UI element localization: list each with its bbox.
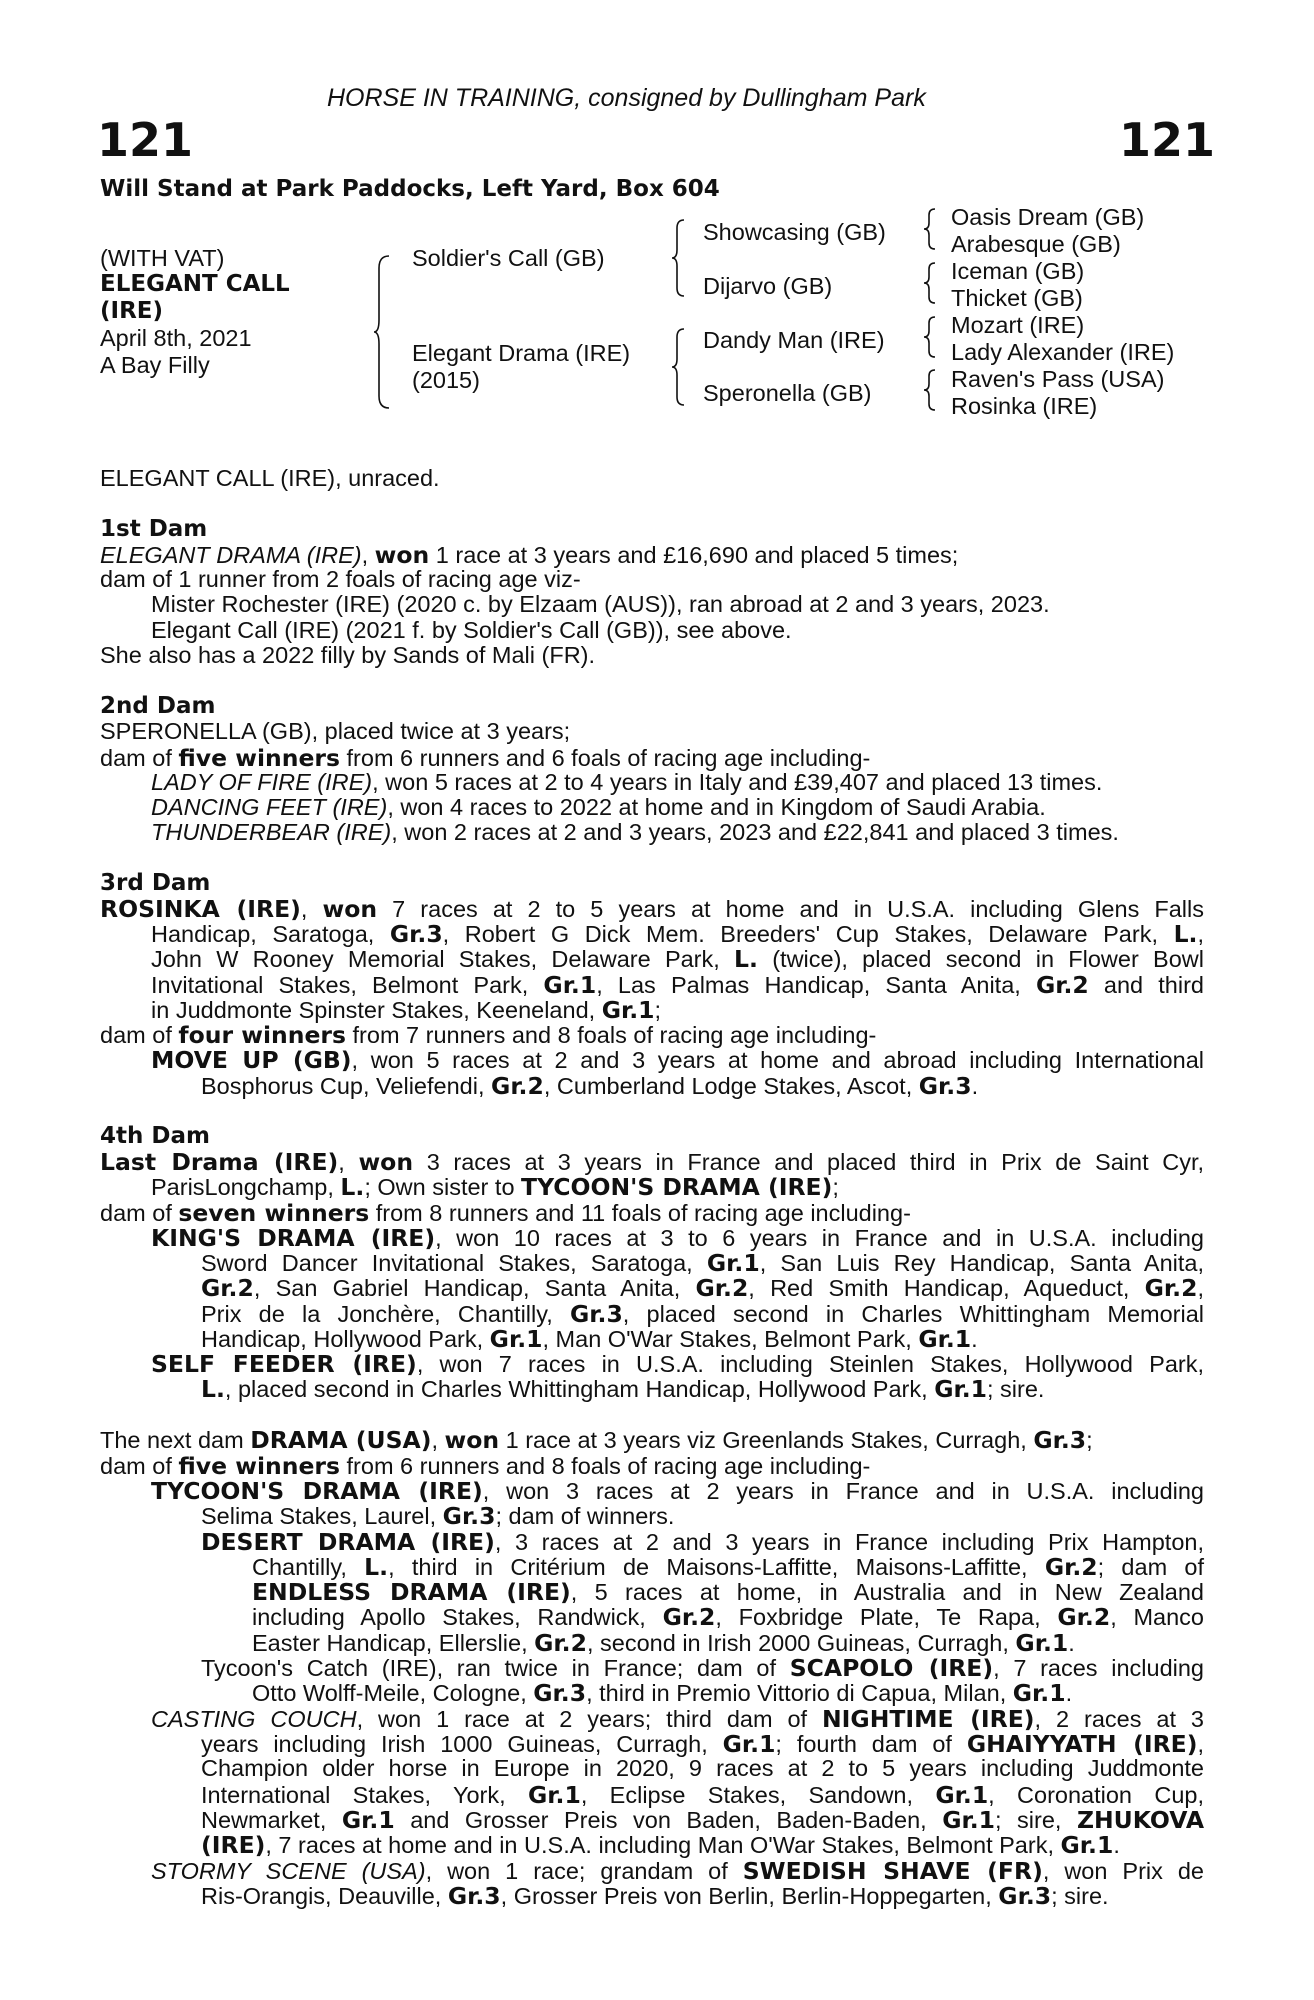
grade: Gr.3 [1033,1426,1087,1454]
fourth-dam-line-10 [201,1375,1044,1403]
first-dam-runner-2: Elegant Call (IRE) (2021 f. by Soldier's Call (GB)), see above. [151,617,792,643]
horse-name: ZHUKOVA [1076,1806,1205,1834]
first-dam-runner-1: Mister Rochester (IRE) (2020 c. by Elzaam (AUS)), ran abroad at 2 and 3 years, 2023. [151,591,1050,617]
first-dam-won: won [374,541,430,569]
pedigree-g3-4: Thicket (GB) [951,285,1083,311]
grade: Gr.1 [918,1325,972,1353]
second-dam-runner-1 [151,769,1102,796]
winners-count: four winners [178,1021,346,1049]
fourth-dam-line-4 [151,1224,1204,1252]
listed: L. [734,945,758,973]
runner-record: , won 5 races at 2 to 4 years in Italy and £39,407 and placed 13 times. [372,769,1103,795]
text: , San Gabriel Handicap, Santa Anita, [253,1275,696,1301]
record-text: , won 7 races in U.S.A. including Steinlen Stakes, Hollywood Park, [416,1351,1205,1377]
pedigree-g3-8: Rosinka (IRE) [951,393,1098,419]
horse-name-country: (IRE) [100,298,164,324]
next-dam-line-5 [201,1528,1204,1556]
horse-name: ENDLESS DRAMA (IRE) [252,1578,571,1606]
horse-name: SELF FEEDER (IRE) [151,1350,417,1378]
horse-name: (IRE) [201,1831,266,1859]
won-label: won [358,1148,414,1176]
won-label: won [444,1426,500,1454]
fourth-dam-line-3 [100,1199,911,1227]
text: , second in Irish 2000 Guineas, Curragh, [586,1630,1016,1656]
third-dam-line-8 [201,1072,978,1100]
text: dam of [100,1453,179,1479]
sep: , [431,1427,445,1453]
text: ; [832,1174,839,1200]
text: , Foxbridge Plate, Te Rapa, [715,1604,1058,1630]
text: (twice), placed second in Flower Bowl [757,946,1204,972]
pedigree-g3-6: Lady Alexander (IRE) [951,339,1175,365]
next-dam-line-16 [201,1806,1204,1834]
text: ParisLongchamp, [151,1174,341,1200]
grade: Gr.1 [1015,1629,1069,1657]
fourth-dam-line-9 [151,1350,1204,1378]
text: including Apollo Stakes, Randwick, [252,1604,663,1630]
text: , Eclipse Stakes, Sandown, [580,1782,936,1808]
text: Selima Stakes, Laurel, [201,1503,443,1529]
text: and Grosser Preis von Baden, Baden-Baden, [394,1807,943,1833]
pedigree-g3-3: Iceman (GB) [951,258,1085,284]
runner-record: , won 4 races to 2022 at home and in Kingdom of Saudi Arabia. [387,794,1046,820]
text: Ris-Orangis, Deauville, [201,1883,448,1909]
first-dam-line-1 [100,541,958,569]
fourth-dam-line-5 [201,1249,1204,1277]
runner-name: THUNDERBEAR (IRE) [151,819,392,845]
third-dam-line-4 [151,971,1204,999]
horse-name: STORMY SCENE (USA) [151,1858,426,1884]
grade: Gr.2 [1044,1553,1098,1581]
grade: Gr.2 [1057,1603,1111,1631]
lot-number-left: 121 [97,113,194,167]
pedigree-sire: Soldier's Call (GB) [412,245,605,271]
text: , Manco [1110,1604,1205,1630]
pedigree-g3-brace-4 [924,368,938,412]
text: Sword Dancer Invitational Stakes, Saratoga, [201,1250,707,1276]
runner-name: LADY OF FIRE (IRE) [151,769,373,795]
winners-count: five winners [178,1452,340,1480]
text: Prix de la Jonchère, Chantilly, [201,1301,570,1327]
next-dam-line-9 [252,1629,1075,1657]
text: , [1197,1731,1205,1757]
next-dam-line-1 [100,1426,1093,1454]
text: dam of [100,1022,179,1048]
text: , 2 races at 3 [1034,1706,1205,1732]
text: , 7 races at home and in U.S.A. including Man O'War Stakes, Belmont Park, [265,1832,1061,1858]
next-dam-line-19 [201,1882,1109,1910]
text: . [1113,1832,1120,1858]
text: , Red Smith Handicap, Aqueduct, [748,1275,1145,1301]
listed: L. [201,1375,225,1403]
text: ; [654,997,662,1023]
horse-name: Last Drama (IRE) [100,1148,339,1176]
horse-name: TYCOON'S DRAMA (IRE) [521,1173,833,1201]
text: , won 1 race; grandam of [425,1858,743,1884]
pedigree-g3-brace-1 [924,207,938,251]
text: and third [1088,972,1204,998]
next-dam-line-2 [100,1452,870,1480]
record-text: , 3 races at 2 and 3 years in France including Prix Hampton, [494,1529,1204,1555]
pedigree-dam-year: (2015) [412,367,480,393]
grade: Gr.2 [695,1274,749,1302]
next-dam-line-15 [201,1781,1204,1809]
next-dam-line-4 [201,1502,674,1530]
text: , third in Premio Vittorio di Capua, Milan, [586,1680,1013,1706]
grade: Gr.2 [1035,971,1089,999]
pedigree-sire-brace [672,218,688,298]
grade: Gr.3 [442,1502,496,1530]
record-text: , won 10 races at 3 to 6 years in France and in U.S.A. including [435,1225,1204,1251]
record-text: 3 races at 3 years in France and placed third in Prix de Saint Cyr, [413,1149,1205,1175]
grade: Gr.1 [706,1249,760,1277]
text: Chantilly, [252,1554,365,1580]
third-dam-line-7 [151,1046,1204,1074]
text: , won Prix de [1042,1858,1204,1884]
grade: Gr.1 [341,1806,395,1834]
next-dam-line-8 [252,1603,1204,1631]
horse-name: GHAIYYATH (IRE) [966,1730,1198,1758]
text: ; dam of winners. [495,1503,675,1529]
text: dam of [100,1200,179,1226]
next-dam-line-7 [252,1578,1204,1606]
pedigree-dam: Elegant Drama (IRE) [412,340,631,366]
next-dam-line-14: Champion older horse in Europe in 2020, 9 races at 2 to 5 years including Juddmonte [201,1755,1204,1781]
fourth-dam-line-2 [151,1173,839,1201]
record-text: 7 races at 2 to 5 years at home and in U.S.A. including Glens Falls [377,896,1205,922]
sep: , [338,1149,359,1175]
text: ; Own sister to [364,1174,522,1200]
grade: Gr.3 [918,1072,972,1100]
text: Handicap, Hollywood Park, [201,1326,490,1352]
horse-name: SCAPOLO (IRE) [789,1654,994,1682]
winners-count: seven winners [178,1199,370,1227]
text: ; sire. [987,1376,1045,1402]
text: John W Rooney Memorial Stakes, Delaware Park, [151,946,735,972]
text: from 6 runners and 8 foals of racing age including- [339,1453,871,1479]
text: from 7 runners and 8 foals of racing age including- [346,1022,877,1048]
first-dam-line-5: She also has a 2022 filly by Sands of Mali (FR). [100,642,596,668]
text: ; fourth dam of [775,1731,967,1757]
pedigree-dam-dam: Speronella (GB) [703,380,872,406]
listed: L. [1173,920,1198,948]
horse-name: DESERT DRAMA (IRE) [201,1528,495,1556]
third-dam-line-3 [151,945,1204,973]
listed: L. [340,1173,365,1201]
pedigree-g3-7: Raven's Pass (USA) [951,366,1165,392]
third-dam-line-2 [151,920,1204,948]
pedigree-g3-brace-2 [924,261,938,305]
horse-name: ELEGANT CALL [100,271,290,297]
horse-name: MOVE UP (GB) [151,1046,352,1074]
text: International Stakes, York, [201,1782,528,1808]
first-dam-sep: , [361,542,375,568]
text: ; sire. [1051,1883,1109,1909]
record-text: , won 5 races at 2 and 3 years at home and abroad including International [351,1047,1204,1073]
foaling-date: April 8th, 2021 [100,325,252,351]
horse-name: SWEDISH SHAVE (FR) [742,1857,1043,1885]
grade: Gr.2 [491,1072,544,1100]
text: ; dam of [1097,1554,1204,1580]
runner-name: DANCING FEET (IRE) [151,794,388,820]
text: , 7 races including [993,1655,1204,1681]
text: , Man O'War Stakes, Belmont Park, [542,1326,919,1352]
grade: Gr.2 [534,1629,587,1657]
pedigree-sire-dam: Dijarvo (GB) [703,273,833,299]
text: , Grosser Preis von Berlin, Berlin-Hoppegarten, [500,1883,999,1909]
fourth-dam-line-7 [201,1300,1204,1328]
text: , won 1 race at 2 years; third dam of [356,1706,822,1732]
grade: Gr.1 [543,971,597,999]
pedigree-g3-5: Mozart (IRE) [951,312,1085,338]
next-dam-line-6 [252,1553,1204,1581]
grade: Gr.1 [942,1806,995,1834]
next-dam-line-17 [201,1831,1120,1859]
second-dam-line-2 [100,744,870,772]
first-dam-record: 1 race at 3 years and £16,690 and placed 5 times; [429,542,959,568]
text: Easter Handicap, Ellerslie, [252,1630,535,1656]
grade: Gr.1 [935,1781,989,1809]
won-label: won [322,895,378,923]
first-dam-line-2: dam of 1 runner from 2 foals of racing age viz- [100,566,581,592]
horse-name: CASTING COUCH [151,1706,357,1732]
text: in Juddmonte Spinster Stakes, Keeneland, [151,997,602,1023]
grade: Gr.3 [998,1882,1052,1910]
second-dam-heading: 2nd Dam [100,693,216,719]
text: , Robert G Dick Mem. Breeders' Cup Stakes, Delaware Park, [442,921,1174,947]
fourth-dam-line-1 [100,1148,1204,1176]
text: , placed second in Charles Whittingham Memorial [622,1301,1205,1327]
stand-location: Will Stand at Park Paddocks, Left Yard, Box 604 [100,176,720,202]
pedigree-dam-sire: Dandy Man (IRE) [703,327,885,353]
text: . [971,1326,978,1352]
next-dam-line-18 [151,1857,1204,1885]
record-text: , won 3 races at 2 years in France and in U.S.A. including [482,1478,1204,1504]
next-dam-line-11 [252,1679,1072,1707]
lot-number-right: 121 [1119,113,1216,167]
text: The next dam [100,1427,251,1453]
text: Handicap, Saratoga, [151,921,390,947]
horse-name: KING'S DRAMA (IRE) [151,1224,436,1252]
horse-name: ROSINKA (IRE) [100,895,301,923]
horse-name: NIGHTIME (IRE) [822,1705,1035,1733]
text: , [1197,1275,1204,1301]
text: Invitational Stakes, Belmont Park, [151,972,544,998]
pedigree-sire-sire: Showcasing (GB) [703,219,886,245]
sep: , [300,896,323,922]
horse-name: DRAMA (USA) [250,1426,432,1454]
first-dam-heading: 1st Dam [100,516,208,542]
grade: Gr.2 [662,1603,716,1631]
second-dam-foals: from 6 runners and 6 foals of racing age including- [339,745,871,771]
text: , Las Palmas Handicap, Santa Anita, [596,972,1036,998]
text: ; [1086,1427,1093,1453]
text: ; sire, [995,1807,1077,1833]
grade: Gr.1 [934,1375,987,1403]
grade: Gr.1 [1012,1679,1066,1707]
next-dam-line-13 [201,1730,1204,1758]
pedigree-g3-1: Oasis Dream (GB) [951,204,1145,230]
text: Otto Wolff-Meile, Cologne, [252,1680,534,1706]
next-dam-line-12 [151,1705,1204,1733]
third-dam-line-1 [100,895,1204,923]
grade: Gr.1 [1060,1831,1114,1859]
pedigree-g3-brace-3 [924,315,938,359]
fourth-dam-line-8 [201,1325,978,1353]
grade: Gr.3 [389,920,443,948]
horse-name: TYCOON'S DRAMA (IRE) [151,1477,483,1505]
text: , placed second in Charles Whittingham Handicap, Hollywood Park, [224,1376,935,1402]
second-dam-winners: five winners [178,744,340,772]
pedigree-g3-2: Arabesque (GB) [951,231,1121,257]
grade: Gr.1 [489,1325,543,1353]
grade: Gr.1 [722,1730,776,1758]
text: , Cumberland Lodge Stakes, Ascot, [543,1073,919,1099]
text: 1 race at 3 years viz Greenlands Stakes, Curragh, [499,1427,1034,1453]
grade: Gr.3 [447,1882,501,1910]
fourth-dam-line-6 [201,1274,1204,1302]
second-dam-dam-of: dam of [100,745,179,771]
fourth-dam-heading: 4th Dam [100,1123,210,1149]
text: , third in Critérium de Maisons-Laffitte, Maisons-Laffitte, [388,1554,1045,1580]
third-dam-line-6 [100,1021,876,1049]
grade: Gr.2 [1144,1274,1198,1302]
third-dam-heading: 3rd Dam [100,870,211,896]
grade: Gr.3 [569,1300,623,1328]
second-dam-runner-2 [151,794,1046,821]
vat-note: (WITH VAT) [100,245,225,271]
grade: Gr.2 [201,1274,254,1302]
text: . [1065,1680,1073,1706]
race-summary: ELEGANT CALL (IRE), unraced. [100,465,440,491]
next-dam-line-10 [201,1654,1204,1682]
text: , San Luis Rey Handicap, Santa Anita, [759,1250,1205,1276]
pedigree-dam-brace [672,327,688,407]
text: from 8 runners and 11 foals of racing age including- [369,1200,911,1226]
text: . [971,1073,979,1099]
second-dam-line-1: SPERONELLA (GB), placed twice at 3 years; [100,718,571,744]
third-dam-line-5 [151,996,661,1024]
runner-record: , won 2 races at 2 and 3 years, 2023 and £22,841 and placed 3 times. [391,819,1119,845]
text: , Coronation Cup, [988,1782,1204,1808]
next-dam-line-3 [151,1477,1204,1505]
horse-description: A Bay Filly [100,352,210,378]
grade: Gr.1 [528,1781,581,1809]
grade: Gr.1 [601,996,655,1024]
text: Tycoon's Catch (IRE), ran twice in France; dam of [201,1655,790,1681]
pedigree-main-brace [374,254,394,410]
text: Bosphorus Cup, Veliefendi, [201,1073,492,1099]
text: , [1197,921,1204,947]
listed: L. [364,1553,389,1581]
text: . [1068,1630,1075,1656]
catalogue-subtitle: HORSE IN TRAINING, consigned by Dullingham Park [327,84,926,112]
text: Newmarket, [201,1807,342,1833]
second-dam-runner-3 [151,819,1119,846]
record-text: , 5 races at home, in Australia and in New Zealand [570,1579,1205,1605]
first-dam-name: ELEGANT DRAMA (IRE) [100,542,362,568]
text: years including Irish 1000 Guineas, Curragh, [201,1731,723,1757]
grade: Gr.3 [533,1679,587,1707]
